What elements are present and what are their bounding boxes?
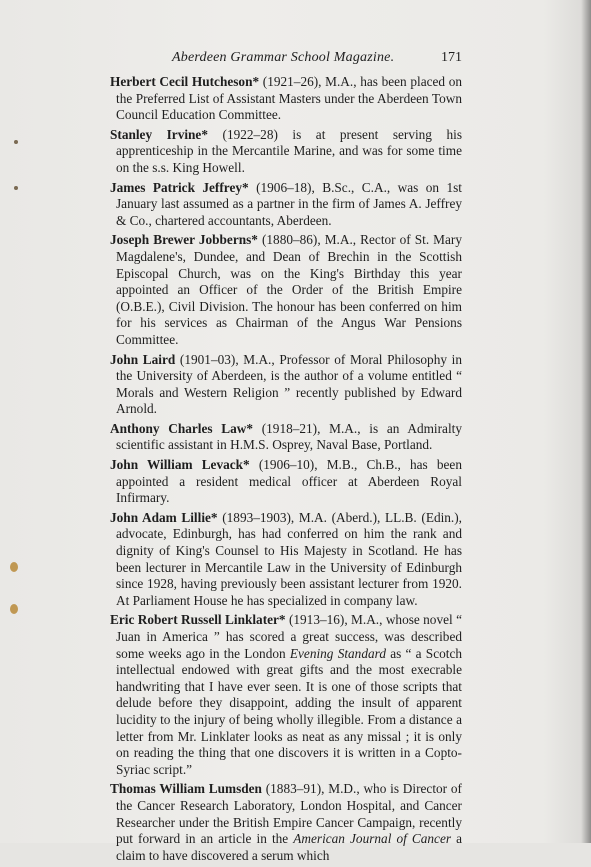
entry-irvine — [110, 126, 462, 177]
entry-text: (1921–26), M.A., has been placed on the Preferred List of Assistant Masters under the Aberdeen Town Council Education Committee. — [116, 74, 462, 123]
running-header — [110, 48, 462, 68]
entry-levack — [110, 457, 462, 507]
entry-text: (1922–28) is at present serving his apprenticeship in the Mercantile Marine, and was for some time on the s.s. King Howell. — [116, 126, 462, 175]
entry-text: (1893–1903), M.A. (Aberd.), LL.B. (Edin.), advocate, Edinburgh, has had conferred on him the rank and dignity of King's Counsel to His Majesty in Scotland. He has been lecturer in Mercantile Law in the University of Edinburgh since 1928, having previously been assistant lecturer from 1920. At Parliament House he has specialized in company law. — [116, 509, 463, 608]
entry-text: (1883–91), M.D., who is Director of the Cancer Research Laboratory, London Hospital, and Cancer Researcher under the British Empire Cancer Campaign, recently put forward in an article in the — [116, 781, 462, 847]
journal-title: American Journal of Cancer — [293, 831, 452, 847]
entry-text: (1913–16), M.A., whose novel “ Juan in America ” has scored a great success, was described some weeks ago in the London — [116, 612, 462, 661]
newspaper-title: Evening Standard — [289, 645, 386, 661]
binding-dot — [14, 140, 18, 144]
binding-dot — [14, 186, 18, 190]
entry-lumsden — [110, 781, 463, 864]
entry-linklater — [110, 612, 462, 778]
person-name: Thomas William Lumsden — [110, 781, 262, 797]
article-body — [110, 74, 463, 867]
entry-laird — [110, 351, 462, 418]
person-name: John Adam Lillie* — [110, 509, 218, 525]
entry-text: a claim to have discovered a serum which — [116, 831, 463, 863]
person-name: Joseph Brewer Jobberns* — [110, 232, 258, 248]
person-name: Stanley Irvine* — [110, 126, 208, 142]
entry-text: (1901–03), M.A., Professor of Moral Philosophy in the University of Aberdeen, is the author of a volume entitled “ Morals and Western Religion ” recently published by Edward Arnold. — [116, 351, 462, 417]
person-name: Anthony Charles Law* — [110, 420, 254, 436]
entry-text: as “ a Scotch intellectual endowed with great gifts and the most execrable handwriting that I have ever seen. It is one of those scripts that delude before they disappoint, adding the insult of apparent lucidity to the injury of being wholly illegible. From a distance a letter from Mr. Linklater looks as neat as any missal ; it is only on reading the thing that one discovers it is written in a Copto-Syriac script.” — [116, 645, 462, 777]
entry-hutcheson — [110, 74, 462, 124]
entry-text: (1906–18), B.Sc., C.A., was on 1st January last assumed as a partner in the firm of James A. Jeffrey & Co., chartered accountants, Aberdeen. — [116, 179, 462, 228]
entry-jobberns — [110, 232, 462, 348]
person-name: John William Levack* — [110, 457, 250, 473]
entry-law — [110, 420, 462, 454]
page-number: 171 — [441, 50, 462, 65]
entry-lillie — [110, 509, 463, 610]
entry-text: (1906–10), M.B., Ch.B., has been appointed a resident medical officer at Aberdeen Royal Infirmary. — [116, 457, 462, 506]
person-name: Eric Robert Russell Linklater* — [110, 612, 286, 628]
person-name: John Laird — [110, 351, 176, 367]
paper-stain — [10, 604, 18, 614]
entry-text: (1918–21), M.A., is an Admiralty scientific assistant in H.M.S. Osprey, Naval Base, Portland. — [116, 420, 462, 453]
person-name: James Patrick Jeffrey* — [110, 179, 249, 195]
entry-text: (1880–86), M.A., Rector of St. Mary Magdalene's, Dundee, and Dean of Brechin in the Scottish Episcopal Church, was on the King's Birthday this year appointed an Officer of the Order of the British Empire (O.B.E.), Civil Division. The honour has been conferred on him for his services as Chairman of the Angus War Pensions Committee. — [116, 232, 462, 347]
entry-jeffrey — [110, 179, 462, 230]
paper-stain — [10, 562, 18, 572]
person-name: Herbert Cecil Hutcheson* — [110, 74, 260, 89]
running-title: Aberdeen Grammar School Magazine. — [172, 50, 395, 65]
page-edge-shadow — [581, 0, 591, 843]
